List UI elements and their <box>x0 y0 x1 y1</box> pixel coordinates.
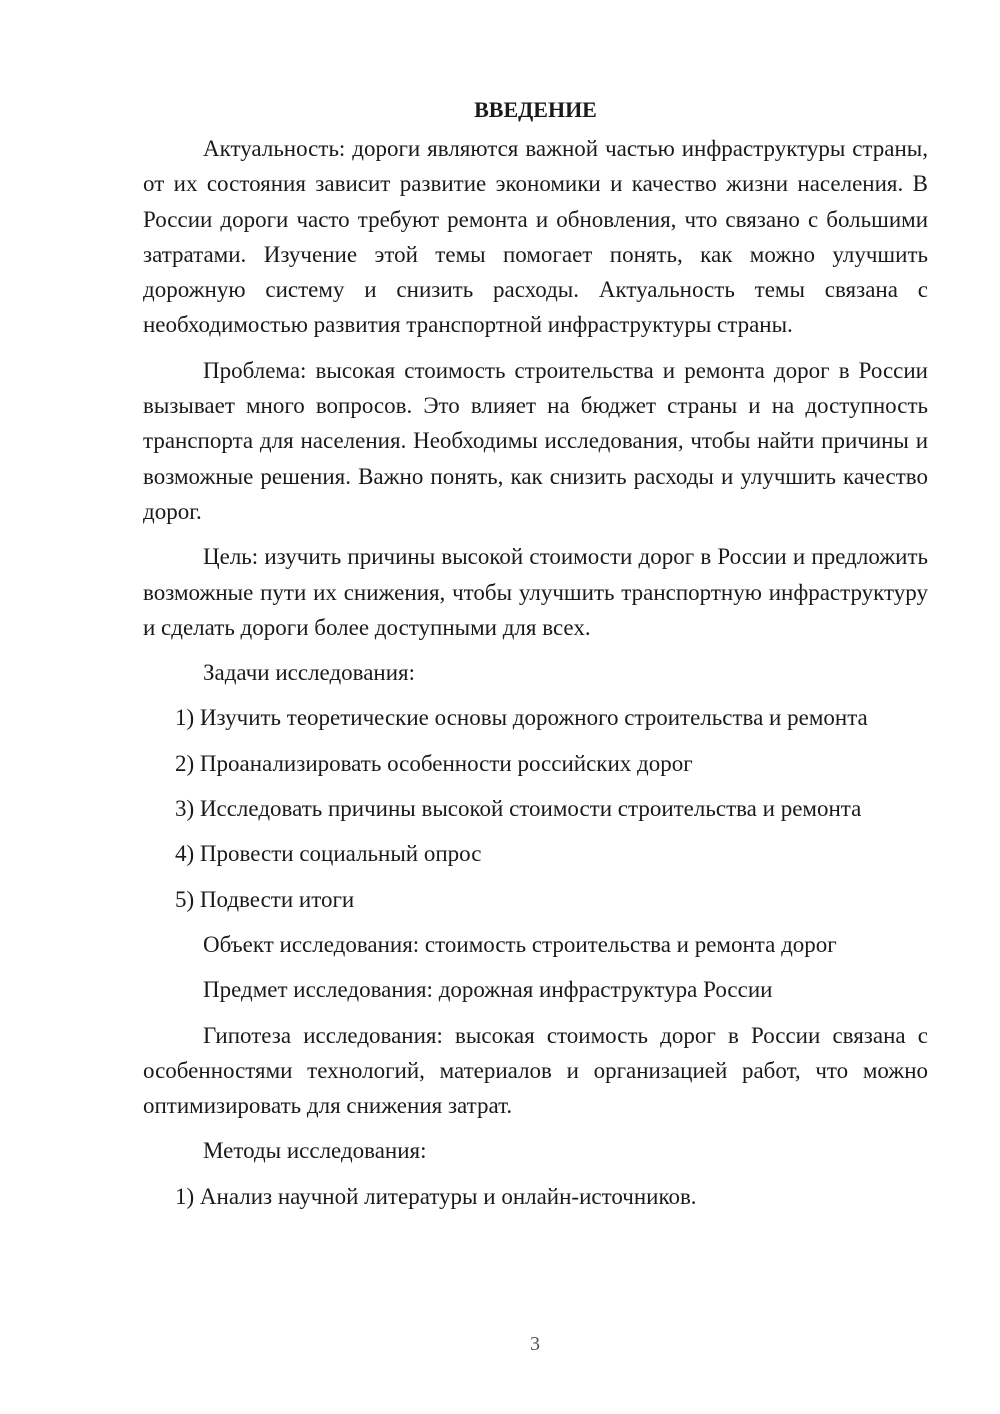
task-item-1: 1) Изучить теоретические основы дорожного строительства и ремонта <box>175 705 868 731</box>
page-number: 3 <box>530 1333 540 1355</box>
task-item-5: 5) Подвести итоги <box>175 886 355 912</box>
task-item-3: 3) Исследовать причины высокой стоимости строительства и ремонта <box>175 796 862 822</box>
paragraph-problem: Проблема: высокая стоимость строительства и ремонта дорог в России вызывает много вопросов. Это влияет на бюджет страны и на доступность транспорта для населения. Необходимы исследования, чтобы найти причины и возможные решения. Важно понять, как снизить расходы и улучшить качество дорог. <box>143 357 928 524</box>
methods-heading: Методы исследования: <box>203 1138 427 1164</box>
document-page <box>143 92 928 1214</box>
task-item-4: 4) Провести социальный опрос <box>175 841 482 867</box>
task-item-2: 2) Проанализировать особенности российских дорог <box>175 750 693 776</box>
paragraph-relevance: Актуальность: дороги являются важной частью инфраструктуры страны, от их состояния зависит развитие экономики и качество жизни населения. В России дороги часто требуют ремонта и обновления, что связано с большими затратами. Изучение этой темы помогает понять, как можно улучшить дорожную систему и снизить расходы. Актуальность темы связана с необходимостью развития транспортной инфраструктуры страны. <box>143 136 928 338</box>
paragraph-goal: Цель: изучить причины высокой стоимости дорог в России и предложить возможные пути их снижения, чтобы улучшить транспортную инфраструктуру и сделать дороги более доступными для всех. <box>143 544 928 640</box>
method-item-1: 1) Анализ научной литературы и онлайн-источников. <box>175 1183 697 1209</box>
tasks-heading: Задачи исследования: <box>203 660 416 686</box>
page-title: ВВЕДЕНИЕ <box>474 97 597 122</box>
paragraph-object: Объект исследования: стоимость строительства и ремонта дорог <box>203 931 837 957</box>
paragraph-hypothesis: Гипотеза исследования: высокая стоимость дорог в России связана с особенностями технологий, материалов и организацией работ, что можно оптимизировать для снижения затрат. <box>143 1022 928 1119</box>
paragraph-subject: Предмет исследования: дорожная инфраструктура России <box>203 977 773 1003</box>
